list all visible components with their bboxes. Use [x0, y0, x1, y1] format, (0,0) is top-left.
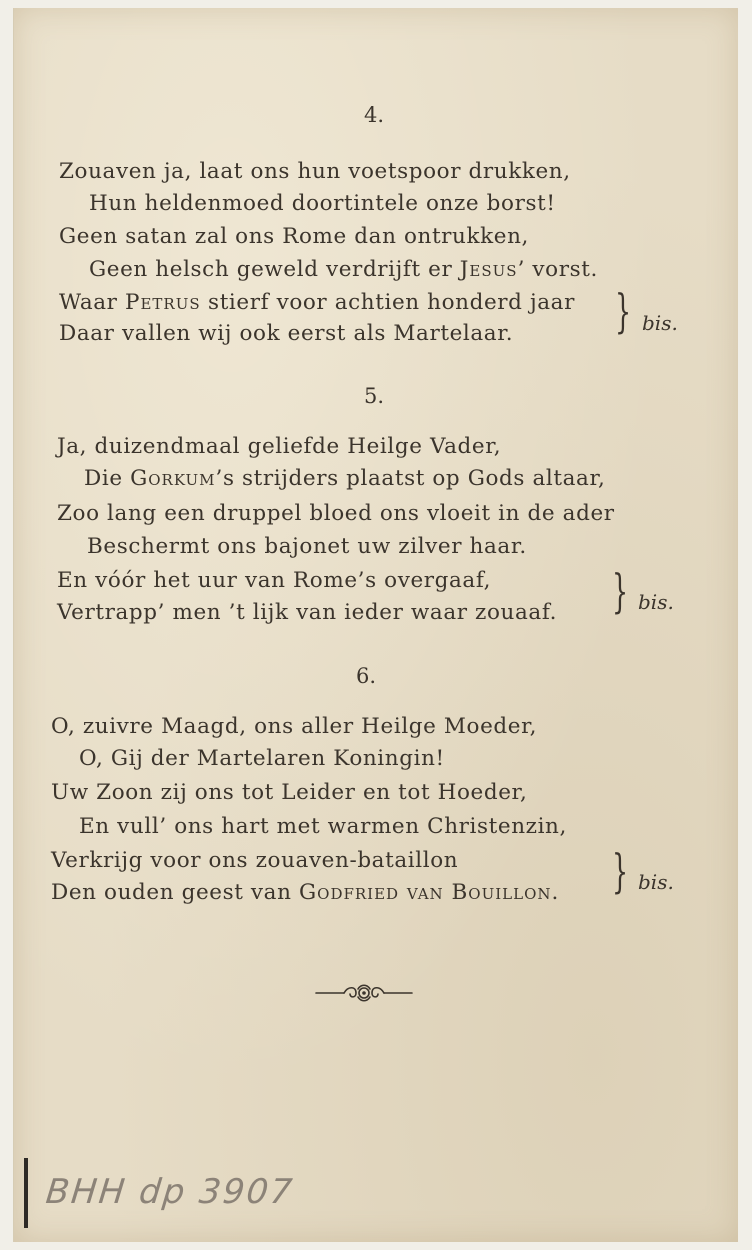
verse-text: Daar vallen wij ook eerst als Martelaar. — [59, 321, 514, 346]
stanza-5-line-3 — [57, 503, 615, 525]
refrain-brace-icon: } — [612, 844, 629, 898]
verse-text: Geen helsch geweld verdrijft er — [89, 257, 460, 282]
stanza-6-line-5 — [51, 850, 458, 872]
verse-text: Uw Zoon zij ons tot Leider en tot Hoeder, — [51, 780, 528, 805]
stanza-4-line-4 — [89, 259, 598, 281]
small-caps-name: Godfried van Bouillon — [298, 880, 552, 905]
stanza-5-line-1 — [57, 436, 501, 458]
verse-text: En vóór het uur van Rome’s overgaaf, — [57, 568, 492, 593]
small-caps-name: Gorkum — [130, 466, 216, 491]
stanza-4-refrain-mark: bis. — [642, 311, 678, 335]
stanza-4-line-5 — [59, 292, 575, 314]
refrain-brace-icon: } — [612, 564, 629, 618]
verse-text: Geen satan zal ons Rome dan ontrukken, — [59, 224, 529, 249]
stanza-6-line-4 — [79, 816, 567, 838]
verse-text: Die — [84, 466, 131, 491]
stanza-6-line-2 — [79, 748, 445, 770]
stanza-4-line-2 — [89, 193, 556, 215]
verse-text: Ja, duizendmaal geliefde Heilge Vader, — [57, 434, 502, 459]
stanza-6-line-3 — [51, 782, 527, 804]
verse-text: ’s strijders plaatst op Gods altaar, — [215, 466, 606, 491]
verse-text: Vertrapp’ men ’t lijk van ieder waar zouaaf. — [57, 600, 558, 625]
verse-text: ’ vorst. — [517, 257, 598, 282]
stanza-5-line-6 — [57, 602, 557, 624]
small-caps-name: Jesus — [459, 257, 518, 282]
verse-text: . — [551, 880, 559, 905]
library-shelfmark: BHH dp 3907 — [43, 1172, 296, 1212]
verse-text: Zouaven ja, laat ons hun voetspoor drukken, — [59, 159, 571, 184]
stanza-4-line-1 — [59, 161, 571, 183]
verse-text: En vull’ ons hart met warmen Christenzin, — [79, 814, 567, 839]
stanza-6-number: 6. — [356, 664, 377, 688]
stanza-4-line-3 — [59, 226, 529, 248]
verse-text: Hun heldenmoed doortintele onze borst! — [89, 191, 556, 216]
verse-text: Verkrijg voor ons zouaven-bataillon — [51, 848, 459, 873]
stanza-6-line-6 — [51, 882, 559, 904]
binding-edge — [24, 1158, 28, 1228]
stanza-5-refrain-mark: bis. — [638, 590, 674, 614]
stanza-6-line-1 — [51, 716, 537, 738]
small-caps-name: Petrus — [124, 290, 201, 315]
stanza-4-line-6 — [59, 323, 513, 345]
stanza-5-line-4 — [87, 536, 527, 558]
verse-text: stierf voor achtien honderd jaar — [200, 290, 575, 315]
stanza-4-number: 4. — [364, 103, 385, 127]
refrain-brace-icon: } — [615, 284, 632, 338]
printed-page — [13, 8, 738, 1242]
stanza-5-number: 5. — [364, 384, 385, 408]
verse-text: O, zuivre Maagd, ons aller Heilge Moeder, — [51, 714, 538, 739]
verse-text: O, Gij der Martelaren Koningin! — [79, 746, 445, 771]
verse-text: Den ouden geest van — [51, 880, 299, 905]
stanza-5-line-5 — [57, 570, 491, 592]
verse-text: Zoo lang een druppel bloed ons vloeit in de ader — [57, 501, 615, 526]
verse-text: Beschermt ons bajonet uw zilver haar. — [87, 534, 527, 559]
stanza-5-line-2 — [84, 468, 605, 490]
ornament-icon — [314, 980, 414, 1006]
verse-text: Waar — [59, 290, 125, 315]
stanza-6-refrain-mark: bis. — [638, 870, 674, 894]
